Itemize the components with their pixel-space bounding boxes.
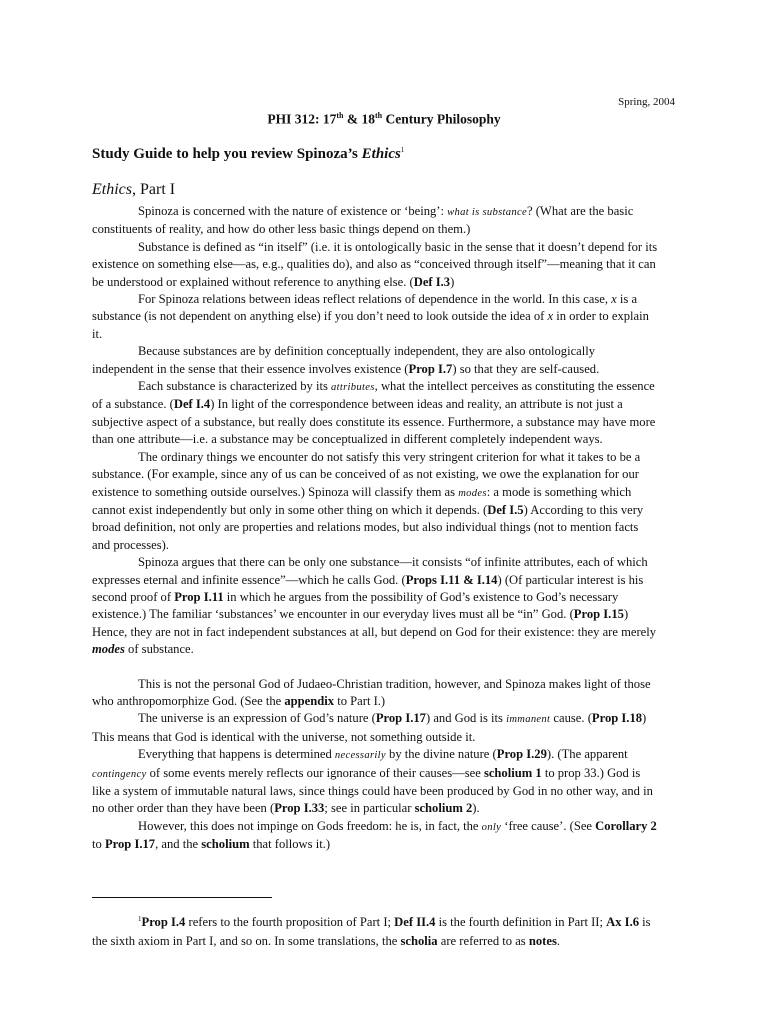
body-paragraph bbox=[92, 203, 658, 239]
text-run: . bbox=[556, 933, 561, 948]
text-run: Each substance is characterized by its bbox=[138, 379, 332, 394]
italic-text: x bbox=[611, 292, 617, 307]
text-run: ) Hence, they are not in fact independent substances at all, but depend on God for their existence: they are merely bbox=[92, 607, 657, 639]
text-run: ). (The apparent bbox=[546, 747, 628, 762]
body-paragraph bbox=[92, 746, 658, 818]
bold-italic-text: modes bbox=[92, 642, 125, 657]
bold-reference: Corollary 2 bbox=[595, 818, 657, 833]
text-run: , and the bbox=[155, 837, 202, 852]
body-paragraph bbox=[92, 554, 658, 658]
section-book-title: Ethics bbox=[92, 181, 132, 198]
text-run: Spinoza argues that there can be only one substance—it consists “of infinite attributes, each of which expresses eternal and infinite essence”—which he calls God. ( bbox=[92, 555, 648, 587]
text-run: , what the intellect perceives as constituting the essence of a substance. ( bbox=[92, 379, 655, 412]
text-run: This is not the personal God of Judaeo-Christian tradition, however, and Spinoza makes light of those who anthropomorphize God. (See the bbox=[92, 676, 651, 708]
body-paragraph bbox=[92, 343, 658, 378]
heading-book-title: Ethics bbox=[361, 146, 401, 162]
text-run: ‘free cause’. (See bbox=[501, 818, 596, 833]
course-title-part: & 18 bbox=[343, 111, 375, 127]
text-run: ) In light of the correspondence between ideas and reality, an attribute is not just a subjective aspect of a substance, but really does constitute its essence. Furthermore, a substance may have more than one attribute—i.e. a substance may be conceptualized in different completely independent ways. bbox=[92, 397, 656, 447]
text-run: is a substance (is not dependent on anything else) if you don’t need to look outside the idea of bbox=[92, 292, 638, 324]
body-paragraph bbox=[92, 710, 658, 746]
footnote-divider bbox=[92, 897, 272, 898]
bold-reference: scholium bbox=[201, 837, 250, 852]
section-heading bbox=[92, 181, 175, 199]
bold-reference: Prop I.15 bbox=[573, 607, 624, 622]
bold-reference: Prop I.7 bbox=[408, 361, 453, 376]
emphasized-term: attributes bbox=[331, 382, 375, 394]
body-paragraph bbox=[92, 818, 658, 854]
bold-reference: scholium 1 bbox=[483, 765, 542, 780]
course-title-part: PHI 312: 17 bbox=[267, 111, 337, 127]
text-run: ) and God is its bbox=[425, 711, 507, 726]
body-paragraph bbox=[92, 291, 658, 343]
emphasized-term: necessarily bbox=[334, 750, 386, 762]
text-run: that follows it.) bbox=[249, 837, 331, 852]
text-run: Because substances are by definition conceptually independent, they are also ontologically independent in the sense that their essence involves existence ( bbox=[92, 344, 596, 376]
text-run: ) so that they are self-caused. bbox=[452, 361, 600, 376]
footnote-number: 1 bbox=[138, 915, 142, 923]
section-heading-text: , Part I bbox=[132, 181, 176, 198]
study-guide-heading bbox=[92, 146, 404, 163]
text-run: are referred to as bbox=[437, 933, 529, 948]
course-title bbox=[0, 111, 768, 128]
text-run: of some events merely reflects our ignorance of their causes—see bbox=[146, 765, 484, 780]
date-label: Spring, 2004 bbox=[618, 96, 675, 108]
text-run: ? (What are the basic constituents of reality, and how do other less basic things depend on them.) bbox=[92, 204, 634, 237]
body-paragraph bbox=[92, 449, 658, 554]
emphasized-term: contingency bbox=[92, 768, 147, 780]
text-run: is the sixth axiom in Part I, and so on. In some translations, the bbox=[92, 915, 651, 948]
footnote-marker: 1 bbox=[400, 146, 405, 154]
text-run: : a mode is something which cannot exist independently but only in some other thing on which it depends. ( bbox=[92, 484, 632, 517]
bold-reference: Prop I.18 bbox=[591, 711, 643, 726]
text-run: in which he argues from the possibility of God’s existence to God’s necessary existence.) The familiar ‘substances’ we encounter in our everyday lives must all be “in” God. ( bbox=[92, 589, 619, 622]
bold-reference: Props I.11 & I.14 bbox=[405, 572, 498, 587]
bold-reference: Def I.4 bbox=[173, 397, 211, 412]
bold-reference: Prop I.17 bbox=[375, 711, 426, 726]
bold-reference: Def II.4 bbox=[394, 915, 436, 930]
bold-reference: appendix bbox=[284, 693, 335, 708]
text-run: ). bbox=[472, 801, 480, 816]
bold-reference: Def I.3 bbox=[413, 274, 451, 289]
body-paragraph bbox=[92, 378, 658, 449]
text-run: to Part I.) bbox=[334, 693, 386, 708]
bold-reference: scholium 2 bbox=[414, 801, 473, 816]
text-run: ) (Of particular interest is his second proof of bbox=[92, 572, 644, 604]
bold-reference: Prop I.33 bbox=[274, 801, 325, 816]
text-run: ) This means that God is identical with the universe, not something outside it. bbox=[92, 711, 647, 744]
body-paragraph bbox=[92, 239, 658, 291]
italic-text: x bbox=[547, 309, 554, 324]
text-run: Everything that happens is determined bbox=[138, 747, 335, 762]
bold-reference: Def I.5 bbox=[487, 502, 524, 517]
text-run: to bbox=[92, 837, 105, 852]
text-run: refers to the fourth proposition of Part I; bbox=[185, 915, 395, 930]
bold-reference: notes bbox=[528, 933, 557, 948]
body-text bbox=[92, 203, 658, 854]
bold-reference: Ax I.6 bbox=[606, 915, 640, 930]
text-run: is the fourth definition in Part II; bbox=[435, 915, 607, 930]
text-run: by the divine nature ( bbox=[385, 747, 497, 762]
emphasized-term: modes bbox=[458, 487, 487, 499]
text-run: The ordinary things we encounter do not satisfy this very stringent criterion for what it takes to be a substance. (For example, since any of us can be conceived of as not existing, we owe the explanation for our existence to something outside ourselves.) Spinoza will classify them as bbox=[92, 449, 641, 499]
text-run: However, this does not impinge on Gods freedom: he is, in fact, the bbox=[138, 818, 482, 833]
emphasized-term: immanent bbox=[506, 714, 551, 726]
text-run: Substance is defined as “in itself” (i.e. it is ontologically basic in the sense that it doesn’t depend for its existence on something else—as, e.g., qualities do), and also as “conceived through itself”—meaning that it can be understood or explained without reference to anything else. ( bbox=[92, 239, 658, 289]
body-paragraph bbox=[92, 676, 658, 711]
text-run: Spinoza is concerned with the nature of existence or ‘being’: bbox=[138, 204, 448, 218]
footnote-paragraph bbox=[92, 910, 658, 950]
text-run: ) According to this very broad definition, not only are properties and relations modes, but also individual things (not to mention facts and processes). bbox=[92, 502, 644, 552]
bold-reference: Prop I.29 bbox=[496, 747, 547, 762]
course-ordinal-suffix: th bbox=[374, 111, 383, 120]
emphasized-term: what is substance bbox=[447, 207, 527, 218]
bold-reference: Prop I.17 bbox=[104, 837, 156, 852]
bold-reference: Prop I.4 bbox=[141, 915, 186, 930]
heading-text: Study Guide to help you review Spinoza’s bbox=[92, 146, 362, 162]
course-ordinal-suffix: th bbox=[336, 111, 344, 120]
footnote bbox=[92, 910, 658, 950]
bold-reference: Prop I.11 bbox=[174, 589, 224, 604]
text-run: The universe is an expression of God’s nature ( bbox=[138, 711, 376, 726]
course-title-part: Century Philosophy bbox=[382, 111, 501, 127]
text-run: cause. ( bbox=[550, 711, 592, 726]
text-run: of substance. bbox=[124, 642, 194, 657]
text-run: ) bbox=[450, 274, 455, 289]
text-run: to prop 33.) God is like a system of immutable natural laws, since things could have been produced by God in no other way, and in no other order than they have been ( bbox=[92, 765, 653, 816]
text-run: ; see in particular bbox=[324, 801, 415, 816]
text-run: For Spinoza relations between ideas reflect relations of dependence in the world. In this case, bbox=[138, 292, 612, 307]
emphasized-term: only bbox=[481, 821, 502, 833]
text-run: in order to explain it. bbox=[92, 309, 649, 341]
bold-reference: scholia bbox=[400, 933, 438, 948]
